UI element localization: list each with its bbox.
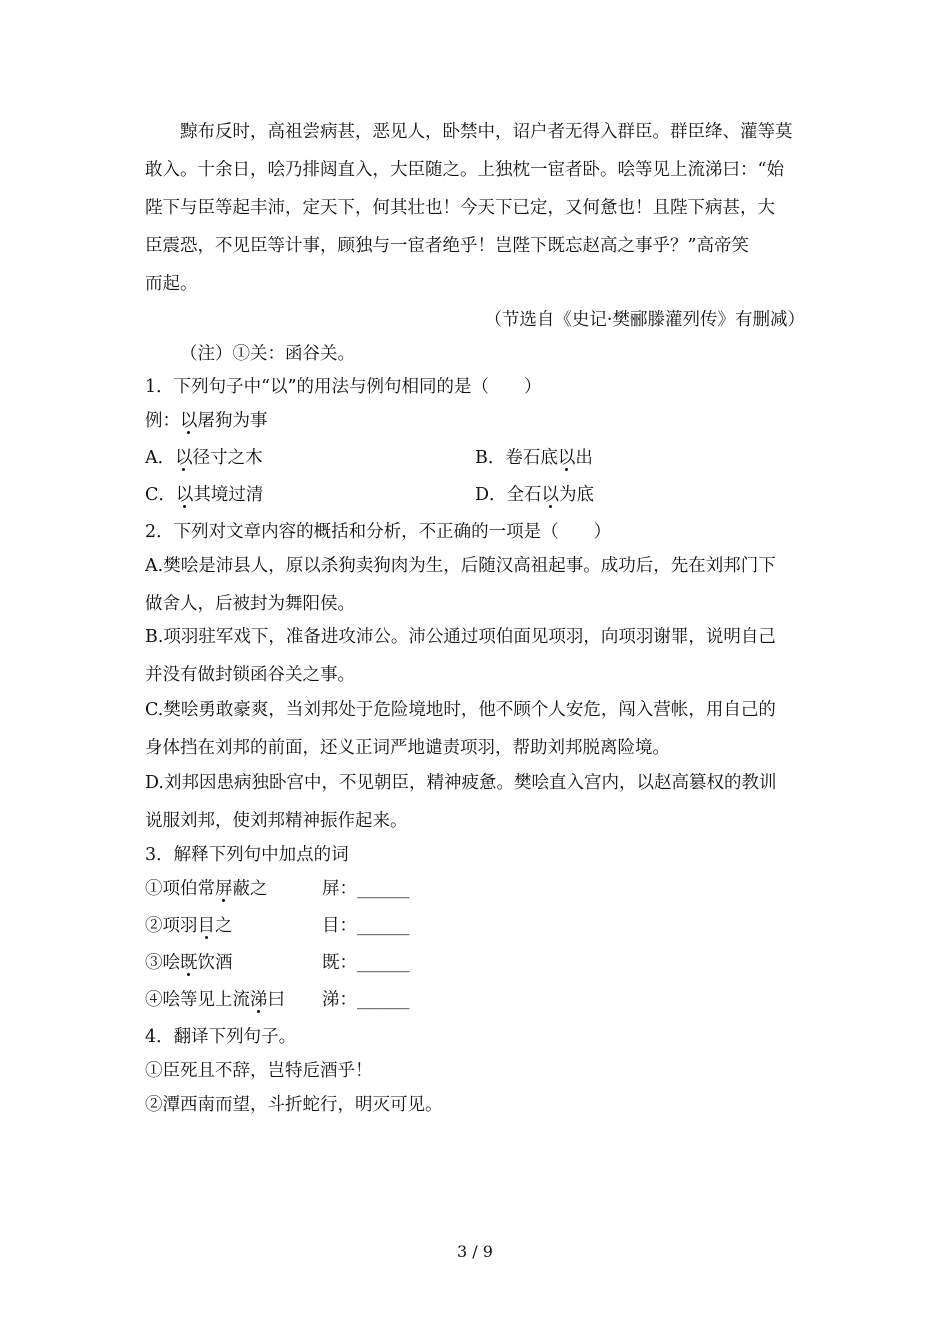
passage-line-1: 黥布反时，高祖尝病甚，恶见人，卧禁中，诏户者无得入群臣。群臣绛、灌等莫 <box>180 122 793 142</box>
page-number: 3 / 9 <box>457 1242 493 1261</box>
q3-item-1-blank: 屏：______ <box>322 879 410 899</box>
emphasis-dot-char: 以 <box>557 448 576 468</box>
emphasis-dot-char: 既 <box>180 953 198 973</box>
emphasis-dot-char: 屏 <box>215 879 233 899</box>
q2-option-a-line-1: A.樊哙是沛县人，原以杀狗卖狗肉为生，后随汉高祖起事。成功后，先在刘邦门下 <box>145 556 776 576</box>
q3-item-2-sentence: ②项羽目之 <box>145 916 233 936</box>
q3-item-2-blank: 目：______ <box>322 916 410 936</box>
passage-line-4: 臣震恐，不见臣等计事，顾独与一宦者绝乎！岂陛下既忘赵高之事乎？”高帝笑 <box>145 236 749 256</box>
passage-source: （节选自《史记·樊郦滕灌列传》有删减） <box>484 310 805 330</box>
emphasis-dot-char: 目 <box>197 916 215 936</box>
q4-item-1: ①臣死且不辞，岂特卮酒乎！ <box>145 1061 373 1081</box>
emphasis-dot-char: 以 <box>541 485 560 505</box>
q3-stem: 3．解释下列句中加点的词 <box>145 845 349 865</box>
q2-option-b-line-1: B.项羽驻军戏下，准备进攻沛公。沛公通过项伯面见项羽，向项羽谢罪，说明自己 <box>145 627 776 647</box>
q2-option-d-line-1: D.刘邦因患病独卧宫中，不见朝臣，精神疲惫。樊哙直入宫内，以赵高篡权的教训 <box>145 773 777 793</box>
q1-option-d: D．全石以为底 <box>475 485 595 505</box>
emphasis-dot-char: 以 <box>175 485 194 505</box>
passage-line-2: 敢入。十余日，哙乃排闼直入，大臣随之。上独枕一宦者卧。哙等见上流涕曰：“始 <box>145 160 784 180</box>
emphasis-dot-char: 以 <box>175 448 193 468</box>
passage-line-3: 陛下与臣等起丰沛，定天下，何其壮也！今天下已定，又何惫也！且陛下病甚，大 <box>145 198 775 218</box>
emphasis-dot-char: 涕 <box>250 990 268 1010</box>
q4-stem: 4．翻译下列句子。 <box>145 1027 297 1047</box>
passage-note: （注）①关：函谷关。 <box>180 344 355 364</box>
q2-option-c-line-1: C.樊哙勇敢豪爽，当刘邦处于危险境地时，他不顾个人安危，闯入营帐，用自己的 <box>145 700 776 720</box>
q2-option-b-line-2: 并没有做封锁函谷关之事。 <box>145 665 355 685</box>
q2-stem: 2．下列对文章内容的概括和分析，不正确的一项是（ ） <box>145 522 612 542</box>
q4-item-2: ②潭西南而望，斗折蛇行，明灭可见。 <box>145 1095 443 1115</box>
q2-option-a-line-2: 做舍人，后被封为舞阳侯。 <box>145 594 355 614</box>
q1-option-b: B．卷石底以出 <box>475 448 593 468</box>
q1-option-c: C．以其境过清 <box>145 485 264 505</box>
q2-option-d-line-2: 说服刘邦，使刘邦精神振作起来。 <box>145 811 408 831</box>
q3-item-4-blank: 涕：______ <box>322 990 410 1010</box>
q2-option-c-line-2: 身体挡在刘邦的前面，还义正词严地谴责项羽，帮助刘邦脱离险境。 <box>145 738 670 758</box>
q1-option-a: A．以径寸之木 <box>145 448 263 468</box>
q3-item-1-sentence: ①项伯常屏蔽之 <box>145 879 268 899</box>
emphasis-dot-char: 以 <box>180 411 198 431</box>
q3-item-3-sentence: ③哙既饮酒 <box>145 953 233 973</box>
passage-line-5: 而起。 <box>145 274 198 294</box>
q3-item-4-sentence: ④哙等见上流涕曰 <box>145 990 285 1010</box>
q1-example: 例：以屠狗为事 <box>145 411 268 431</box>
q3-item-3-blank: 既：______ <box>322 953 410 973</box>
q1-stem: 1．下列句子中“以”的用法与例句相同的是（ ） <box>145 377 542 397</box>
